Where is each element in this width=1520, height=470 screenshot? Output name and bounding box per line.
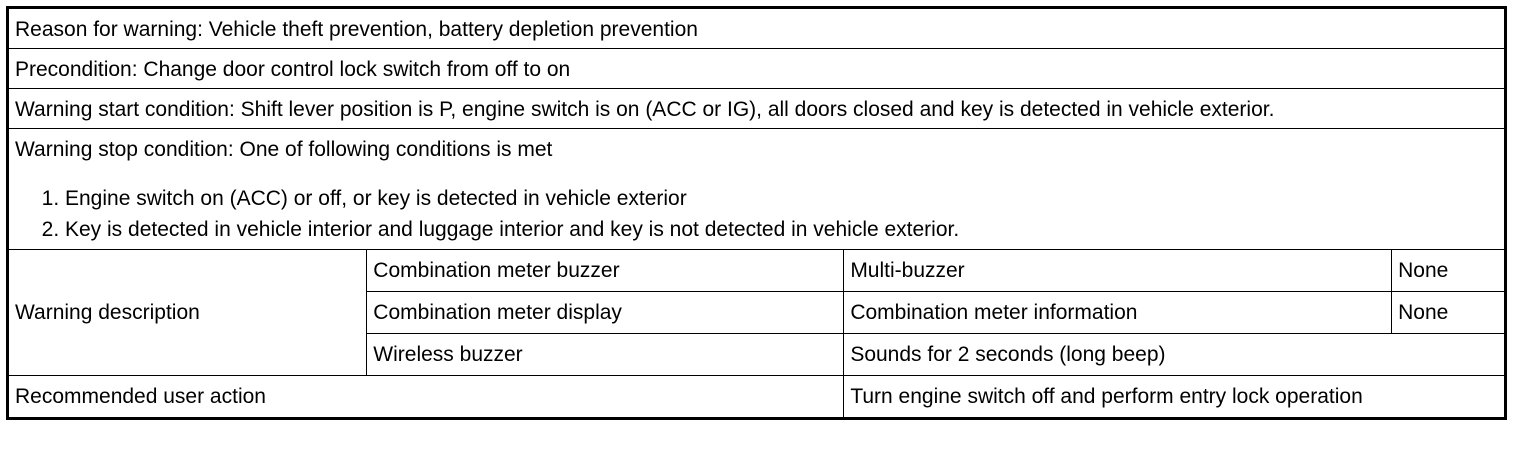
warning-device-cell: Combination meter buzzer [367, 250, 844, 292]
warning-value-cell: None [1392, 292, 1506, 334]
warning-spec-table [6, 6, 1507, 420]
warning-detail-cell: Multi-buzzer [844, 250, 1392, 292]
stop-condition-row [8, 129, 1506, 250]
recommended-action-value: Turn engine switch off and perform entry lock operation [844, 376, 1506, 419]
recommended-action-label: Recommended user action [8, 376, 844, 419]
warning-description-label: Warning description [8, 250, 367, 376]
warning-value-cell: None [1392, 250, 1506, 292]
start-condition-row [8, 89, 1506, 129]
stop-condition-list [15, 183, 1498, 245]
reason-cell: Reason for warning: Vehicle theft prevention, battery depletion prevention [8, 8, 1506, 49]
precondition-row [8, 49, 1506, 89]
precondition-cell: Precondition: Change door control lock switch from off to on [8, 49, 1506, 89]
warning-device-cell: Combination meter display [367, 292, 844, 334]
reason-row [8, 8, 1506, 49]
start-condition-cell: Warning start condition: Shift lever position is P, engine switch is on (ACC or IG), all doors closed and key is detected in vehicle exterior. [8, 89, 1506, 129]
stop-condition-item: 1. Engine switch on (ACC) or off, or key is detected in vehicle exterior [65, 183, 1498, 214]
warning-detail-cell: Combination meter information [844, 292, 1392, 334]
warning-detail-cell: Sounds for 2 seconds (long beep) [844, 334, 1506, 376]
stop-condition-item: 2. Key is detected in vehicle interior and luggage interior and key is not detected in vehicle exterior. [65, 214, 1498, 245]
stop-condition-cell [8, 129, 1506, 250]
stop-condition-heading: Warning stop condition: One of following conditions is met [15, 138, 553, 161]
recommended-action-row [8, 376, 1506, 419]
warning-device-cell: Wireless buzzer [367, 334, 844, 376]
warning-description-row [8, 250, 1506, 292]
